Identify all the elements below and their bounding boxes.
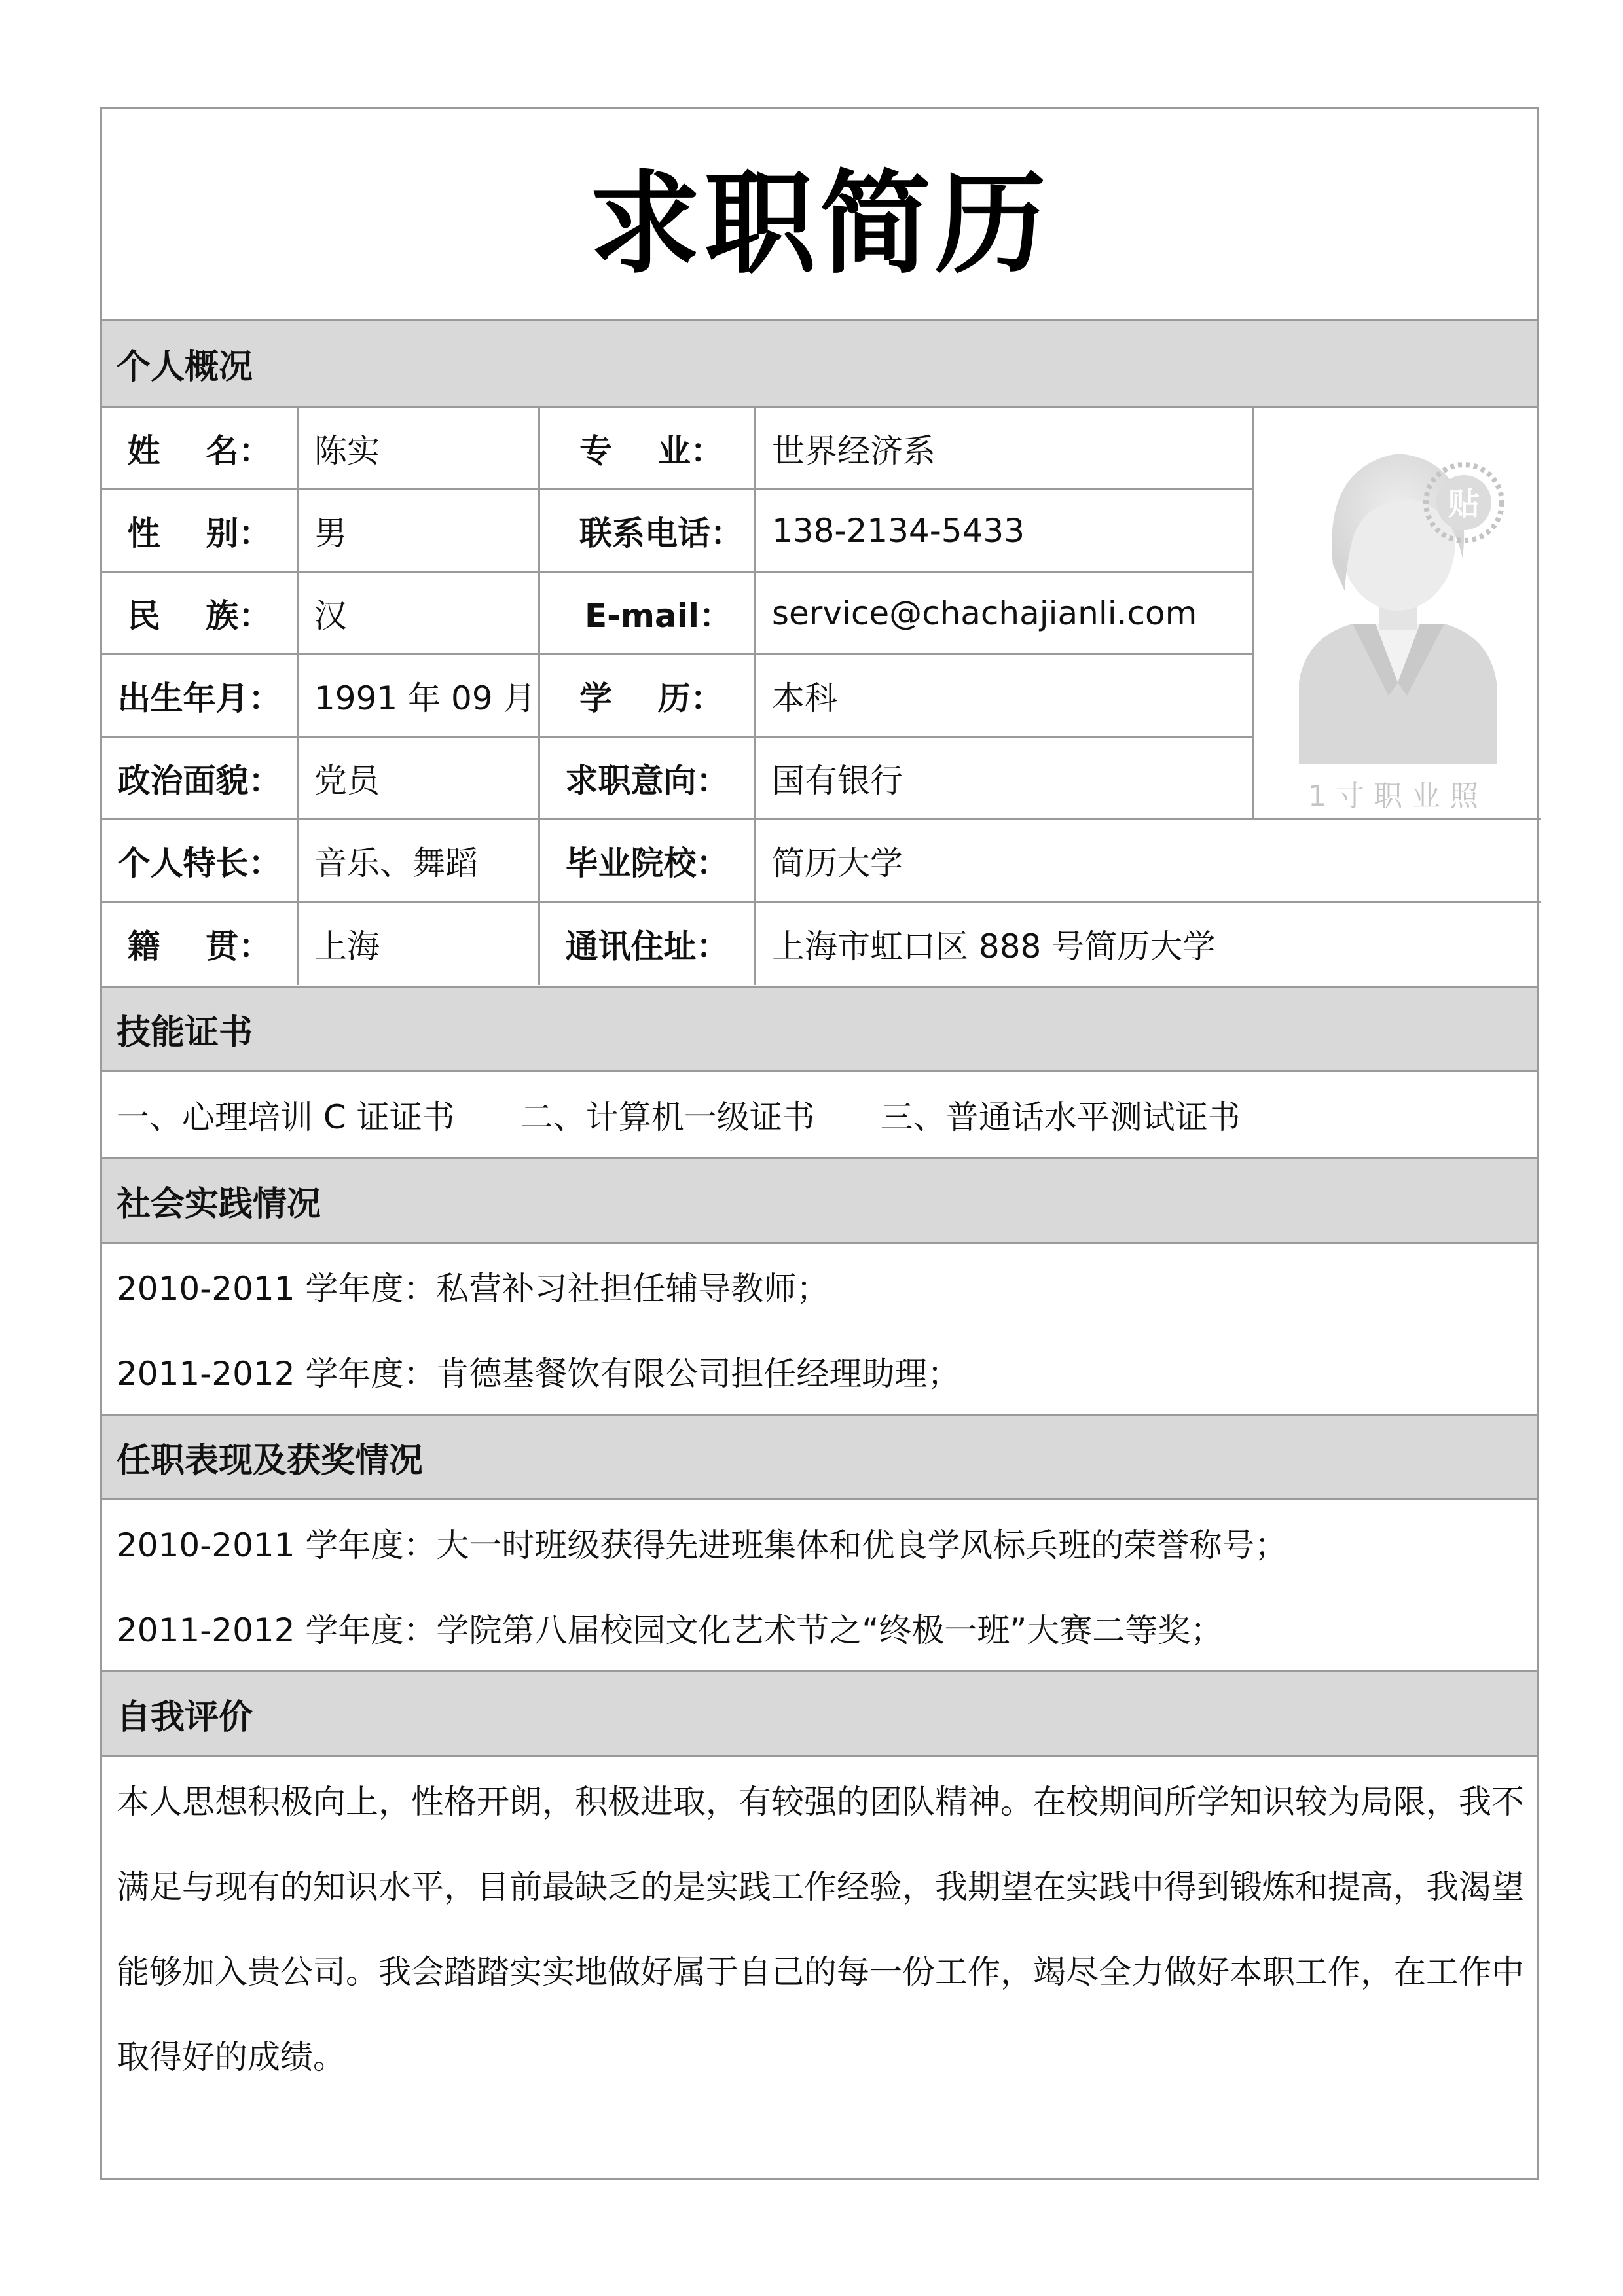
- cert-list: [117, 1072, 1537, 1157]
- avatar-silhouette-icon: [1254, 408, 1541, 820]
- practice-item: 2011-2012 学年度：肯德基餐饮有限公司担任经理助理；: [117, 1355, 960, 1393]
- hobby-label: 个人特长：: [102, 820, 299, 903]
- section-personal-heading: 个人概况: [102, 321, 1537, 408]
- birth-value: 1991 年 09 月: [299, 655, 540, 738]
- politics-label: 政治面貌：: [102, 738, 299, 820]
- intent-value: 国有银行: [756, 738, 1254, 820]
- cert-item: 二、计算机一级证书: [520, 1098, 815, 1136]
- major-label: 专 业：: [540, 408, 756, 490]
- section-self-eval-heading: 自我评价: [102, 1670, 1537, 1757]
- phone-value: 138-2134-5433: [756, 490, 1254, 573]
- skills-body: [102, 1072, 1537, 1157]
- self-eval-line: 本人思想积极向上，性格开朗，积极进取，有较强的团队精神。在校期间所学知识较为局限，我不: [117, 1783, 1524, 1821]
- page-title: 求职简历: [589, 159, 1050, 289]
- education-value: 本科: [756, 655, 1254, 738]
- practice-body: [102, 1244, 1537, 1414]
- practice-item: 2010-2011 学年度：私营补习社担任辅导教师；: [117, 1270, 830, 1308]
- self-eval-line: 满足与现有的知识水平，目前最缺乏的是实践工作经验，我期望在实践中得到锻炼和提高，我渴望: [117, 1868, 1524, 1906]
- birth-label: 出生年月：: [102, 655, 299, 738]
- title-box: [102, 109, 1537, 321]
- award-item: 2011-2012 学年度：学院第八届校园文化艺术节之“终极一班”大赛二等奖；: [117, 1611, 1224, 1649]
- email-label: E-mail：: [540, 573, 756, 655]
- section-awards-heading: 任职表现及获奖情况: [102, 1414, 1537, 1500]
- photo-placeholder: [1254, 408, 1541, 820]
- native-label: 籍 贯：: [102, 903, 299, 985]
- self-eval-line: 能够加入贵公司。我会踏踏实实地做好属于自己的每一份工作，竭尽全力做好本职工作，在工作中: [117, 1953, 1524, 1991]
- native-value: 上海: [299, 903, 540, 985]
- major-value: 世界经济系: [756, 408, 1254, 490]
- self-eval-line: 取得好的成绩。: [117, 2038, 346, 2076]
- personal-info-grid: [102, 408, 1537, 986]
- photo-caption: 1寸职业照: [1308, 780, 1487, 813]
- award-item: 2010-2011 学年度：大一时班级获得先进班集体和优良学风标兵班的荣誉称号；: [117, 1526, 1288, 1564]
- gender-label: 性 别：: [102, 490, 299, 573]
- photo-stamp: 贴: [1448, 486, 1480, 522]
- email-value: service@chachajianli.com: [756, 573, 1254, 655]
- politics-value: 党员: [299, 738, 540, 820]
- ethnicity-value: 汉: [299, 573, 540, 655]
- section-practice-heading: 社会实践情况: [102, 1157, 1537, 1244]
- school-value: 简历大学: [756, 820, 1541, 903]
- name-label: 姓 名：: [102, 408, 299, 490]
- resume-page: [100, 107, 1539, 2180]
- self-eval-body: [102, 1757, 1537, 2097]
- address-value: 上海市虹口区 888 号简历大学: [772, 927, 1216, 965]
- hobby-value: 音乐、舞蹈: [299, 820, 540, 903]
- name-value: 陈实: [299, 408, 540, 490]
- intent-label: 求职意向：: [540, 738, 756, 820]
- education-label: 学 历：: [540, 655, 756, 738]
- section-skills-heading: 技能证书: [102, 986, 1537, 1072]
- school-label: 毕业院校：: [540, 820, 756, 903]
- address-label: 通讯住址：: [540, 903, 756, 985]
- gender-value: 男: [299, 490, 540, 573]
- ethnicity-label: 民 族：: [102, 573, 299, 655]
- cert-item: 一、心理培训 C 证证书: [117, 1098, 455, 1136]
- awards-body: [102, 1500, 1537, 1670]
- phone-label: 联系电话：: [540, 490, 756, 573]
- cert-item: 三、普通话水平测试证书: [880, 1098, 1241, 1136]
